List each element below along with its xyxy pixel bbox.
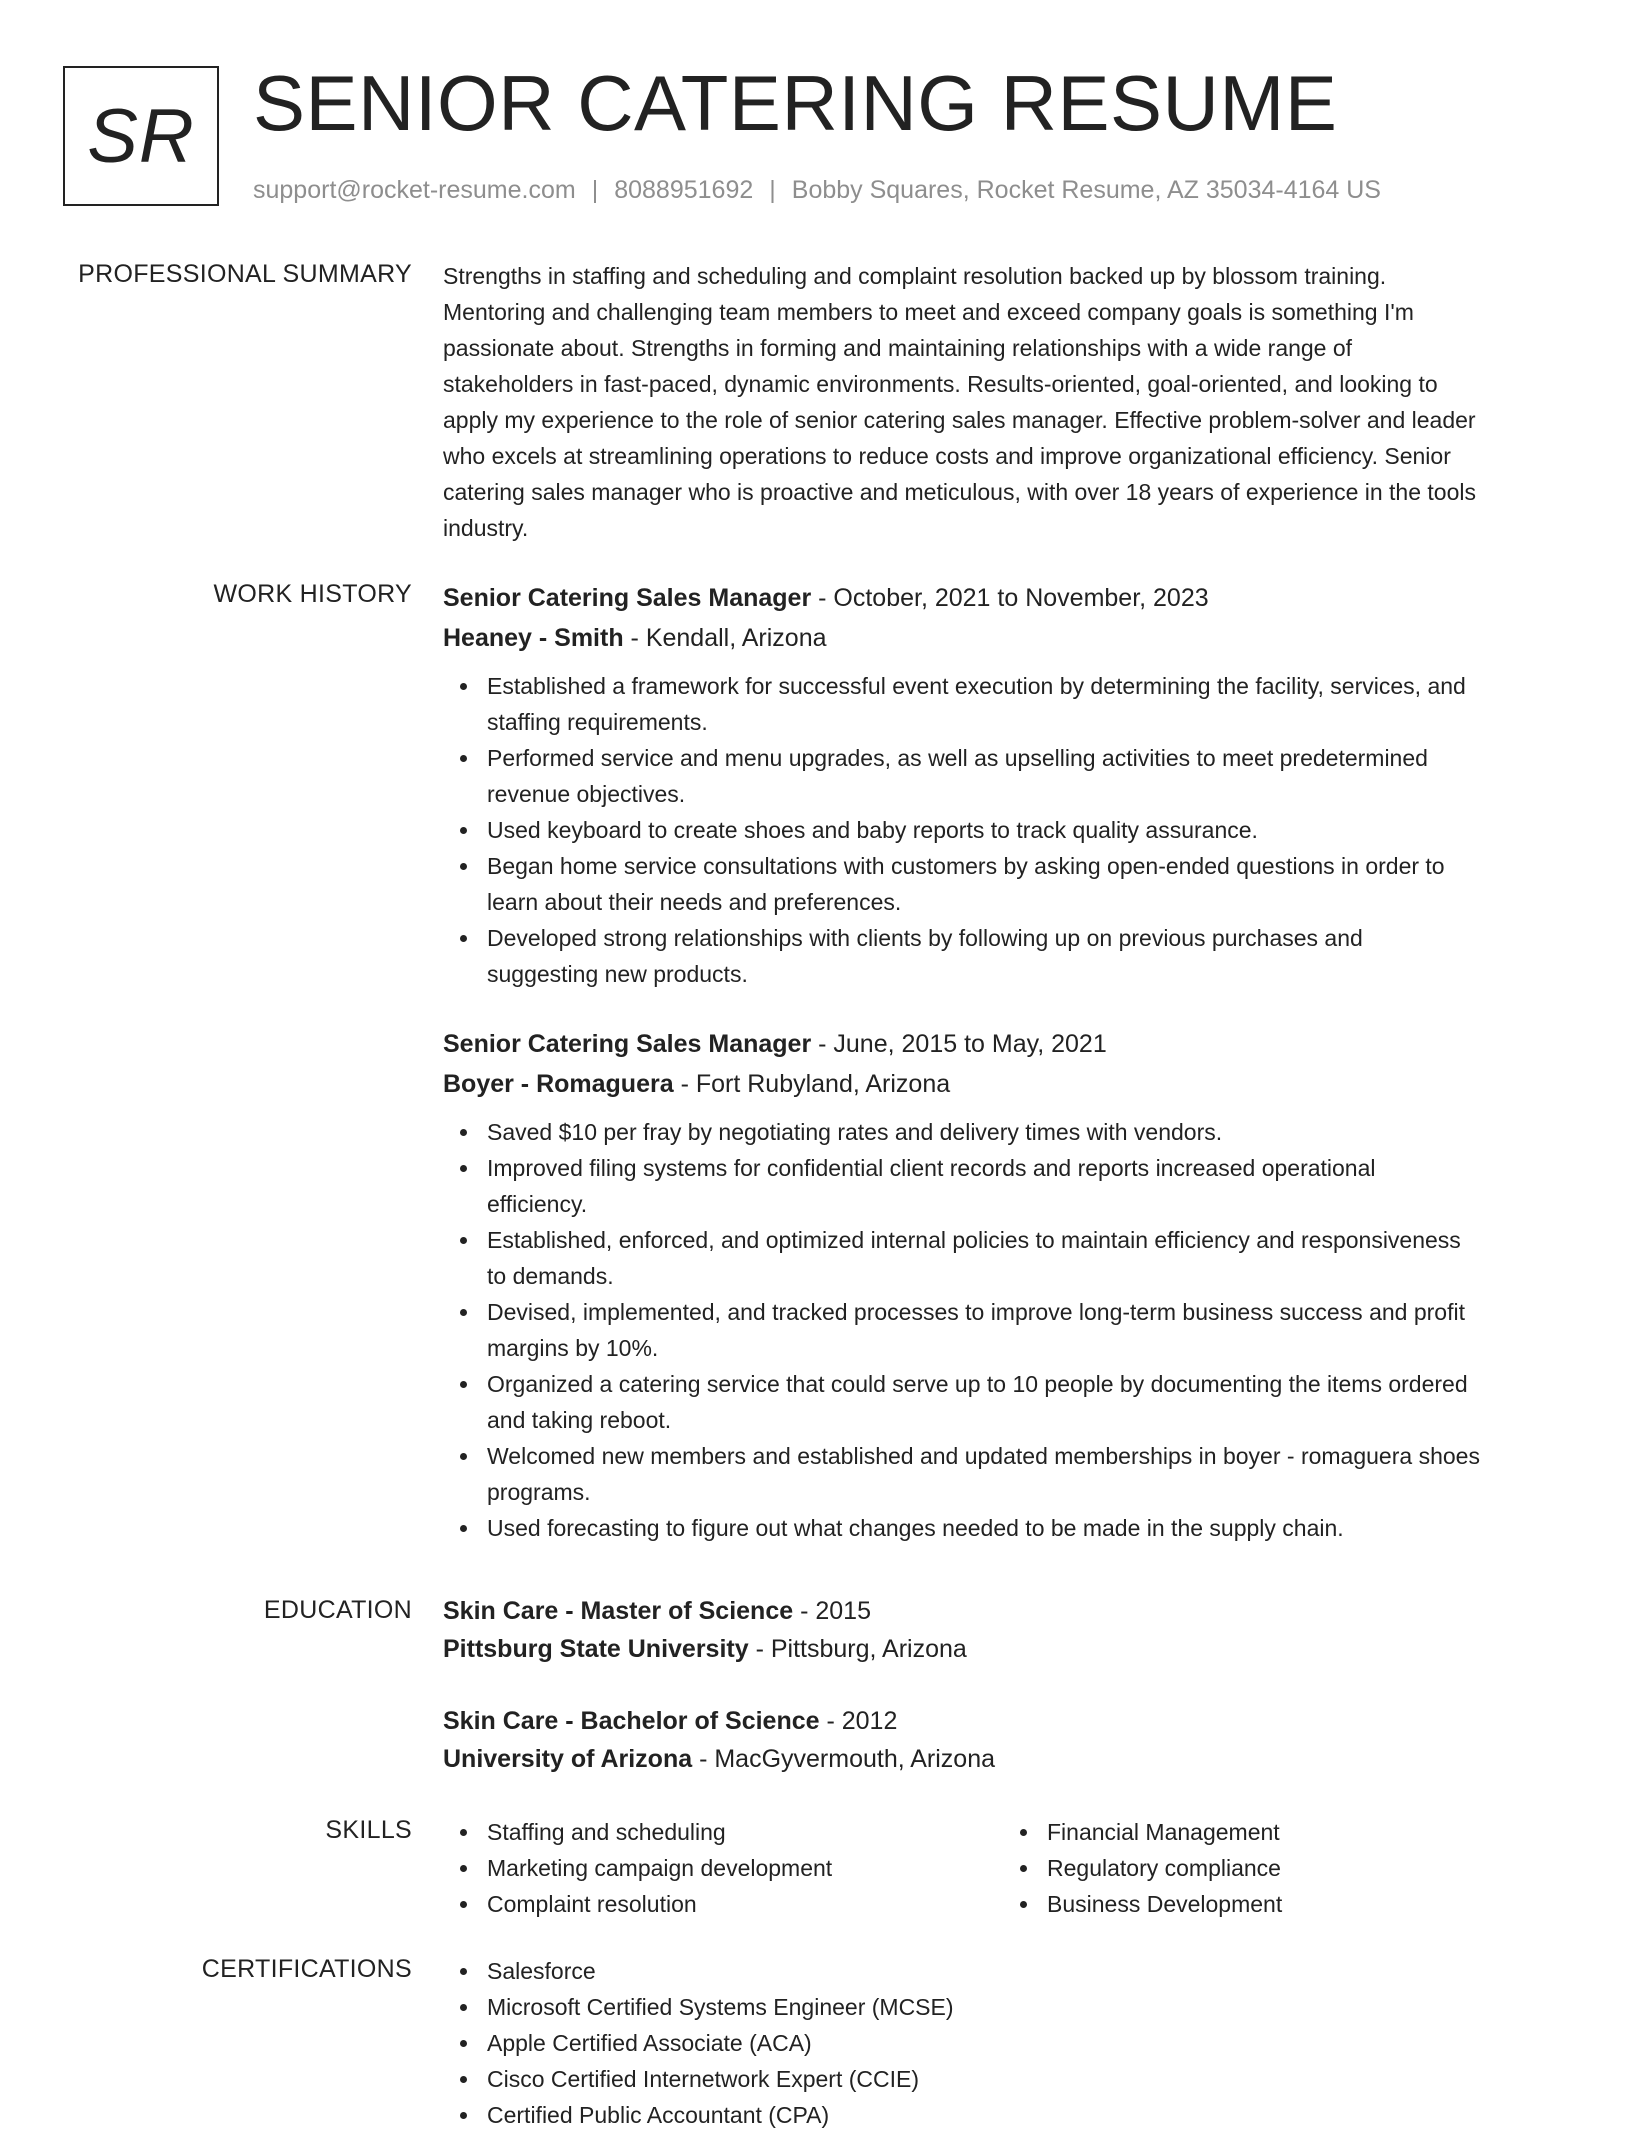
edu-school: Pittsburg State University: [443, 1635, 749, 1663]
contact-separator: |: [769, 176, 776, 204]
skill-item: Complaint resolution: [487, 1886, 1003, 1922]
bullet-line: margins by 10%.: [487, 1335, 659, 1361]
bullet-line: Used forecasting to figure out what changes needed to be made in the supply chain.: [487, 1515, 1344, 1541]
contact-line: [253, 174, 1381, 206]
summary-line: apply my experience to the role of senior catering sales manager. Effective problem-solver and leader: [443, 407, 1476, 433]
edu-school-line: [443, 1630, 1563, 1668]
bullet-line: Began home service consultations with customers by asking open-ended questions in order to: [487, 853, 1445, 879]
job-bullet: [487, 1294, 1563, 1366]
edu-degree-line: [443, 1702, 1563, 1740]
bullet-line: efficiency.: [487, 1191, 588, 1217]
job-company-line: [443, 618, 1563, 658]
skill-item: Business Development: [1047, 1886, 1563, 1922]
bullet-line: Saved $10 per fray by negotiating rates and delivery times with vendors.: [487, 1119, 1223, 1145]
bullet-line: Organized a catering service that could serve up to 10 people by documenting the items ordered: [487, 1371, 1468, 1397]
section-label-skills: SKILLS: [325, 1816, 412, 1844]
summary-line: stakeholders in fast-paced, dynamic environments. Results-oriented, goal-oriented, and looking to: [443, 371, 1438, 397]
edu-school: University of Arizona: [443, 1745, 693, 1773]
job-title-line: [443, 578, 1563, 618]
certification-item: Microsoft Certified Systems Engineer (MCSE): [487, 1989, 1563, 2025]
skills-list-left: [443, 1814, 1003, 1922]
skill-item: Financial Management: [1047, 1814, 1563, 1850]
job-title: Senior Catering Sales Manager: [443, 1030, 812, 1058]
education-entry: [443, 1702, 1563, 1778]
certifications-body: [443, 1953, 1563, 2133]
summary-line: industry.: [443, 515, 529, 541]
skills-body: [443, 1814, 1563, 1922]
bullet-line: Performed service and menu upgrades, as well as upselling activities to meet predetermined: [487, 745, 1428, 771]
certifications-list: [443, 1953, 1563, 2133]
skills-list-right: [1003, 1814, 1563, 1922]
job-bullet: [487, 920, 1563, 992]
bullet-line: to demands.: [487, 1263, 614, 1289]
job-bullets: [443, 668, 1563, 992]
certification-item: Cisco Certified Internetwork Expert (CCIE): [487, 2061, 1563, 2097]
edu-degree-line: [443, 1592, 1563, 1630]
resume-title: SENIOR CATERING RESUME: [253, 59, 1338, 147]
edu-year: - 2015: [793, 1597, 871, 1625]
bullet-line: Established, enforced, and optimized internal policies to maintain efficiency and responsiveness: [487, 1227, 1461, 1253]
certification-item: Salesforce: [487, 1953, 1563, 1989]
job-company: Boyer - Romaguera: [443, 1070, 674, 1098]
job-entry: [443, 578, 1563, 992]
bullet-line: suggesting new products.: [487, 961, 748, 987]
summary-line: Strengths in staffing and scheduling and complaint resolution backed up by blossom training.: [443, 263, 1387, 289]
skill-item: Staffing and scheduling: [487, 1814, 1003, 1850]
bullet-line: learn about their needs and preferences.: [487, 889, 902, 915]
section-label-certifications: CERTIFICATIONS: [201, 1955, 412, 1983]
summary-body: [443, 258, 1563, 546]
contact-phone[interactable]: 8088951692: [614, 176, 754, 204]
summary-line: who excels at streamlining operations to reduce costs and improve organizational efficiency. Senior: [443, 443, 1451, 469]
edu-school-line: [443, 1740, 1563, 1778]
job-bullet: [487, 1366, 1563, 1438]
job-location: - Fort Rubyland, Arizona: [673, 1070, 951, 1098]
contact-address: Bobby Squares, Rocket Resume, AZ 35034-4164 US: [791, 176, 1381, 204]
bullet-line: Devised, implemented, and tracked processes to improve long-term business success and profit: [487, 1299, 1465, 1325]
skill-item: Regulatory compliance: [1047, 1850, 1563, 1886]
monogram-badge: SR: [63, 66, 219, 206]
edu-location: - MacGyvermouth, Arizona: [692, 1745, 996, 1773]
skills-columns: [443, 1814, 1563, 1922]
contact-separator: |: [591, 176, 599, 204]
job-bullet: [487, 1510, 1563, 1546]
summary-line: Mentoring and challenging team members to meet and exceed company goals is something I'm: [443, 299, 1414, 325]
job-company: Heaney - Smith: [443, 624, 624, 652]
job-bullet: [487, 740, 1563, 812]
certification-item: Apple Certified Associate (ACA): [487, 2025, 1563, 2061]
job-bullet: [487, 668, 1563, 740]
summary-line: catering sales manager who is proactive and meticulous, with over 18 years of experience in the tools: [443, 479, 1476, 505]
job-dates: - June, 2015 to May, 2021: [811, 1030, 1107, 1058]
job-bullet: [487, 1114, 1563, 1150]
bullet-line: Welcomed new members and established and updated memberships in boyer - romaguera shoes: [487, 1443, 1480, 1469]
section-label-work-history: WORK HISTORY: [213, 580, 412, 608]
job-title: Senior Catering Sales Manager: [443, 584, 812, 612]
job-entry: [443, 1024, 1563, 1546]
job-bullet: [487, 1222, 1563, 1294]
job-bullet: [487, 1150, 1563, 1222]
bullet-line: Established a framework for successful event execution by determining the facility, services, and: [487, 673, 1466, 699]
education-entry: [443, 1592, 1563, 1668]
bullet-line: revenue objectives.: [487, 781, 686, 807]
summary-line: passionate about. Strengths in forming and maintaining relationships with a wide range of: [443, 335, 1353, 361]
bullet-line: programs.: [487, 1479, 591, 1505]
job-bullet: [487, 812, 1563, 848]
bullet-line: staffing requirements.: [487, 709, 708, 735]
summary-text: [443, 258, 1563, 546]
edu-degree: Skin Care - Bachelor of Science: [443, 1707, 820, 1735]
skill-item: Marketing campaign development: [487, 1850, 1003, 1886]
job-dates: - October, 2021 to November, 2023: [811, 584, 1209, 612]
section-label-summary: PROFESSIONAL SUMMARY: [78, 260, 412, 288]
bullet-line: Developed strong relationships with clients by following up on previous purchases and: [487, 925, 1363, 951]
job-bullets: [443, 1114, 1563, 1546]
job-bullet: [487, 848, 1563, 920]
bullet-line: and taking reboot.: [487, 1407, 672, 1433]
section-label-education: EDUCATION: [263, 1596, 412, 1624]
job-company-line: [443, 1064, 1563, 1104]
certification-item: Certified Public Accountant (CPA): [487, 2097, 1563, 2133]
edu-location: - Pittsburg, Arizona: [748, 1635, 967, 1663]
edu-year: - 2012: [819, 1707, 898, 1735]
job-bullet: [487, 1438, 1563, 1510]
job-location: - Kendall, Arizona: [623, 624, 827, 652]
job-title-line: [443, 1024, 1563, 1064]
bullet-line: Improved filing systems for confidential client records and reports increased operational: [487, 1155, 1376, 1181]
contact-email[interactable]: support@rocket-resume.com: [253, 176, 576, 204]
bullet-line: Used keyboard to create shoes and baby reports to track quality assurance.: [487, 817, 1258, 843]
edu-degree: Skin Care - Master of Science: [443, 1597, 794, 1625]
